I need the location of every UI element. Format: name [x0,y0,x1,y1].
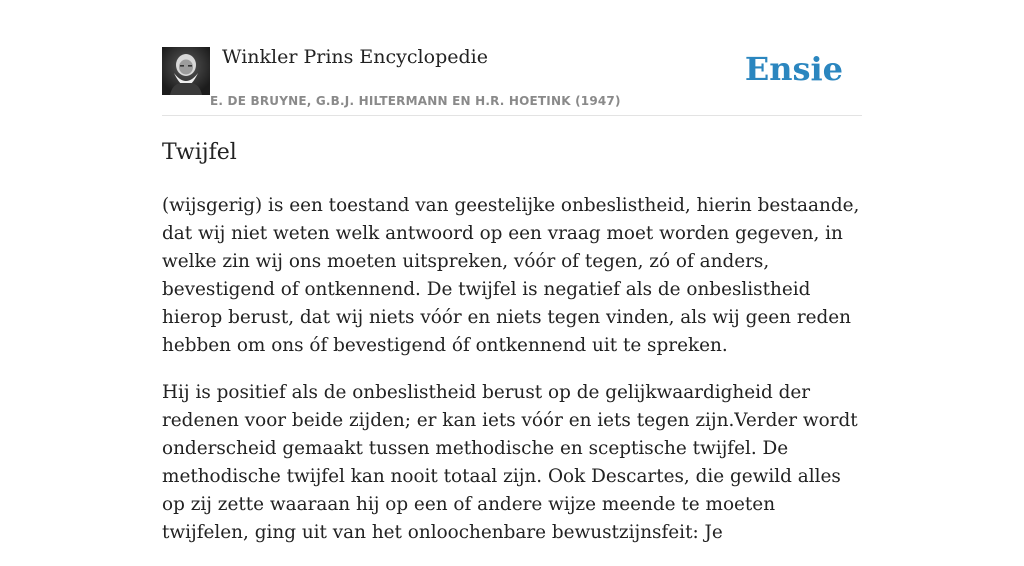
brand-logo[interactable]: Ensie [744,50,843,88]
article-title: Twijfel [162,140,237,165]
author-avatar[interactable] [162,47,210,95]
content-container [162,0,862,543]
site-title[interactable]: Winkler Prins Encyclopedie [222,46,488,68]
article-body [162,192,862,566]
author-portrait-icon [162,47,210,95]
page-header [162,0,862,116]
author-credits: E. DE BRUYNE, G.B.J. HILTERMANN EN H.R. HOETINK (1947) [210,94,621,108]
article-paragraph-1: (wijsgerig) is een toestand van geestelijke onbeslistheid, hierin bestaande, dat wij niet weten welk antwoord op een vraag moet worden gegeven, in welke zin wij ons moeten uitspreken, vóór of tegen, zó of anders, bevestigend of ontkennend. De twijfel is negatief als de onbeslistheid hierop berust, dat wij niets vóór en niets tegen vinden, als wij geen reden hebben om ons óf bevestigend óf ontkennend uit te spreken. [162,195,860,356]
article-paragraph-2: Hij is positief als de onbeslistheid berust op de gelijkwaardigheid der redenen voor beide zijden; er kan iets vóór en iets tegen zijn.Verder wordt onderscheid gemaakt tussen methodische en sceptische twijfel. De methodische twijfel kan nooit totaal zijn. Ook Descartes, die gewild alles op zij zette waaraan hij op een of andere wijze meende te moeten twijfelen, ging uit van het onloochenbare bewustzijnsfeit: Je [162,382,858,543]
